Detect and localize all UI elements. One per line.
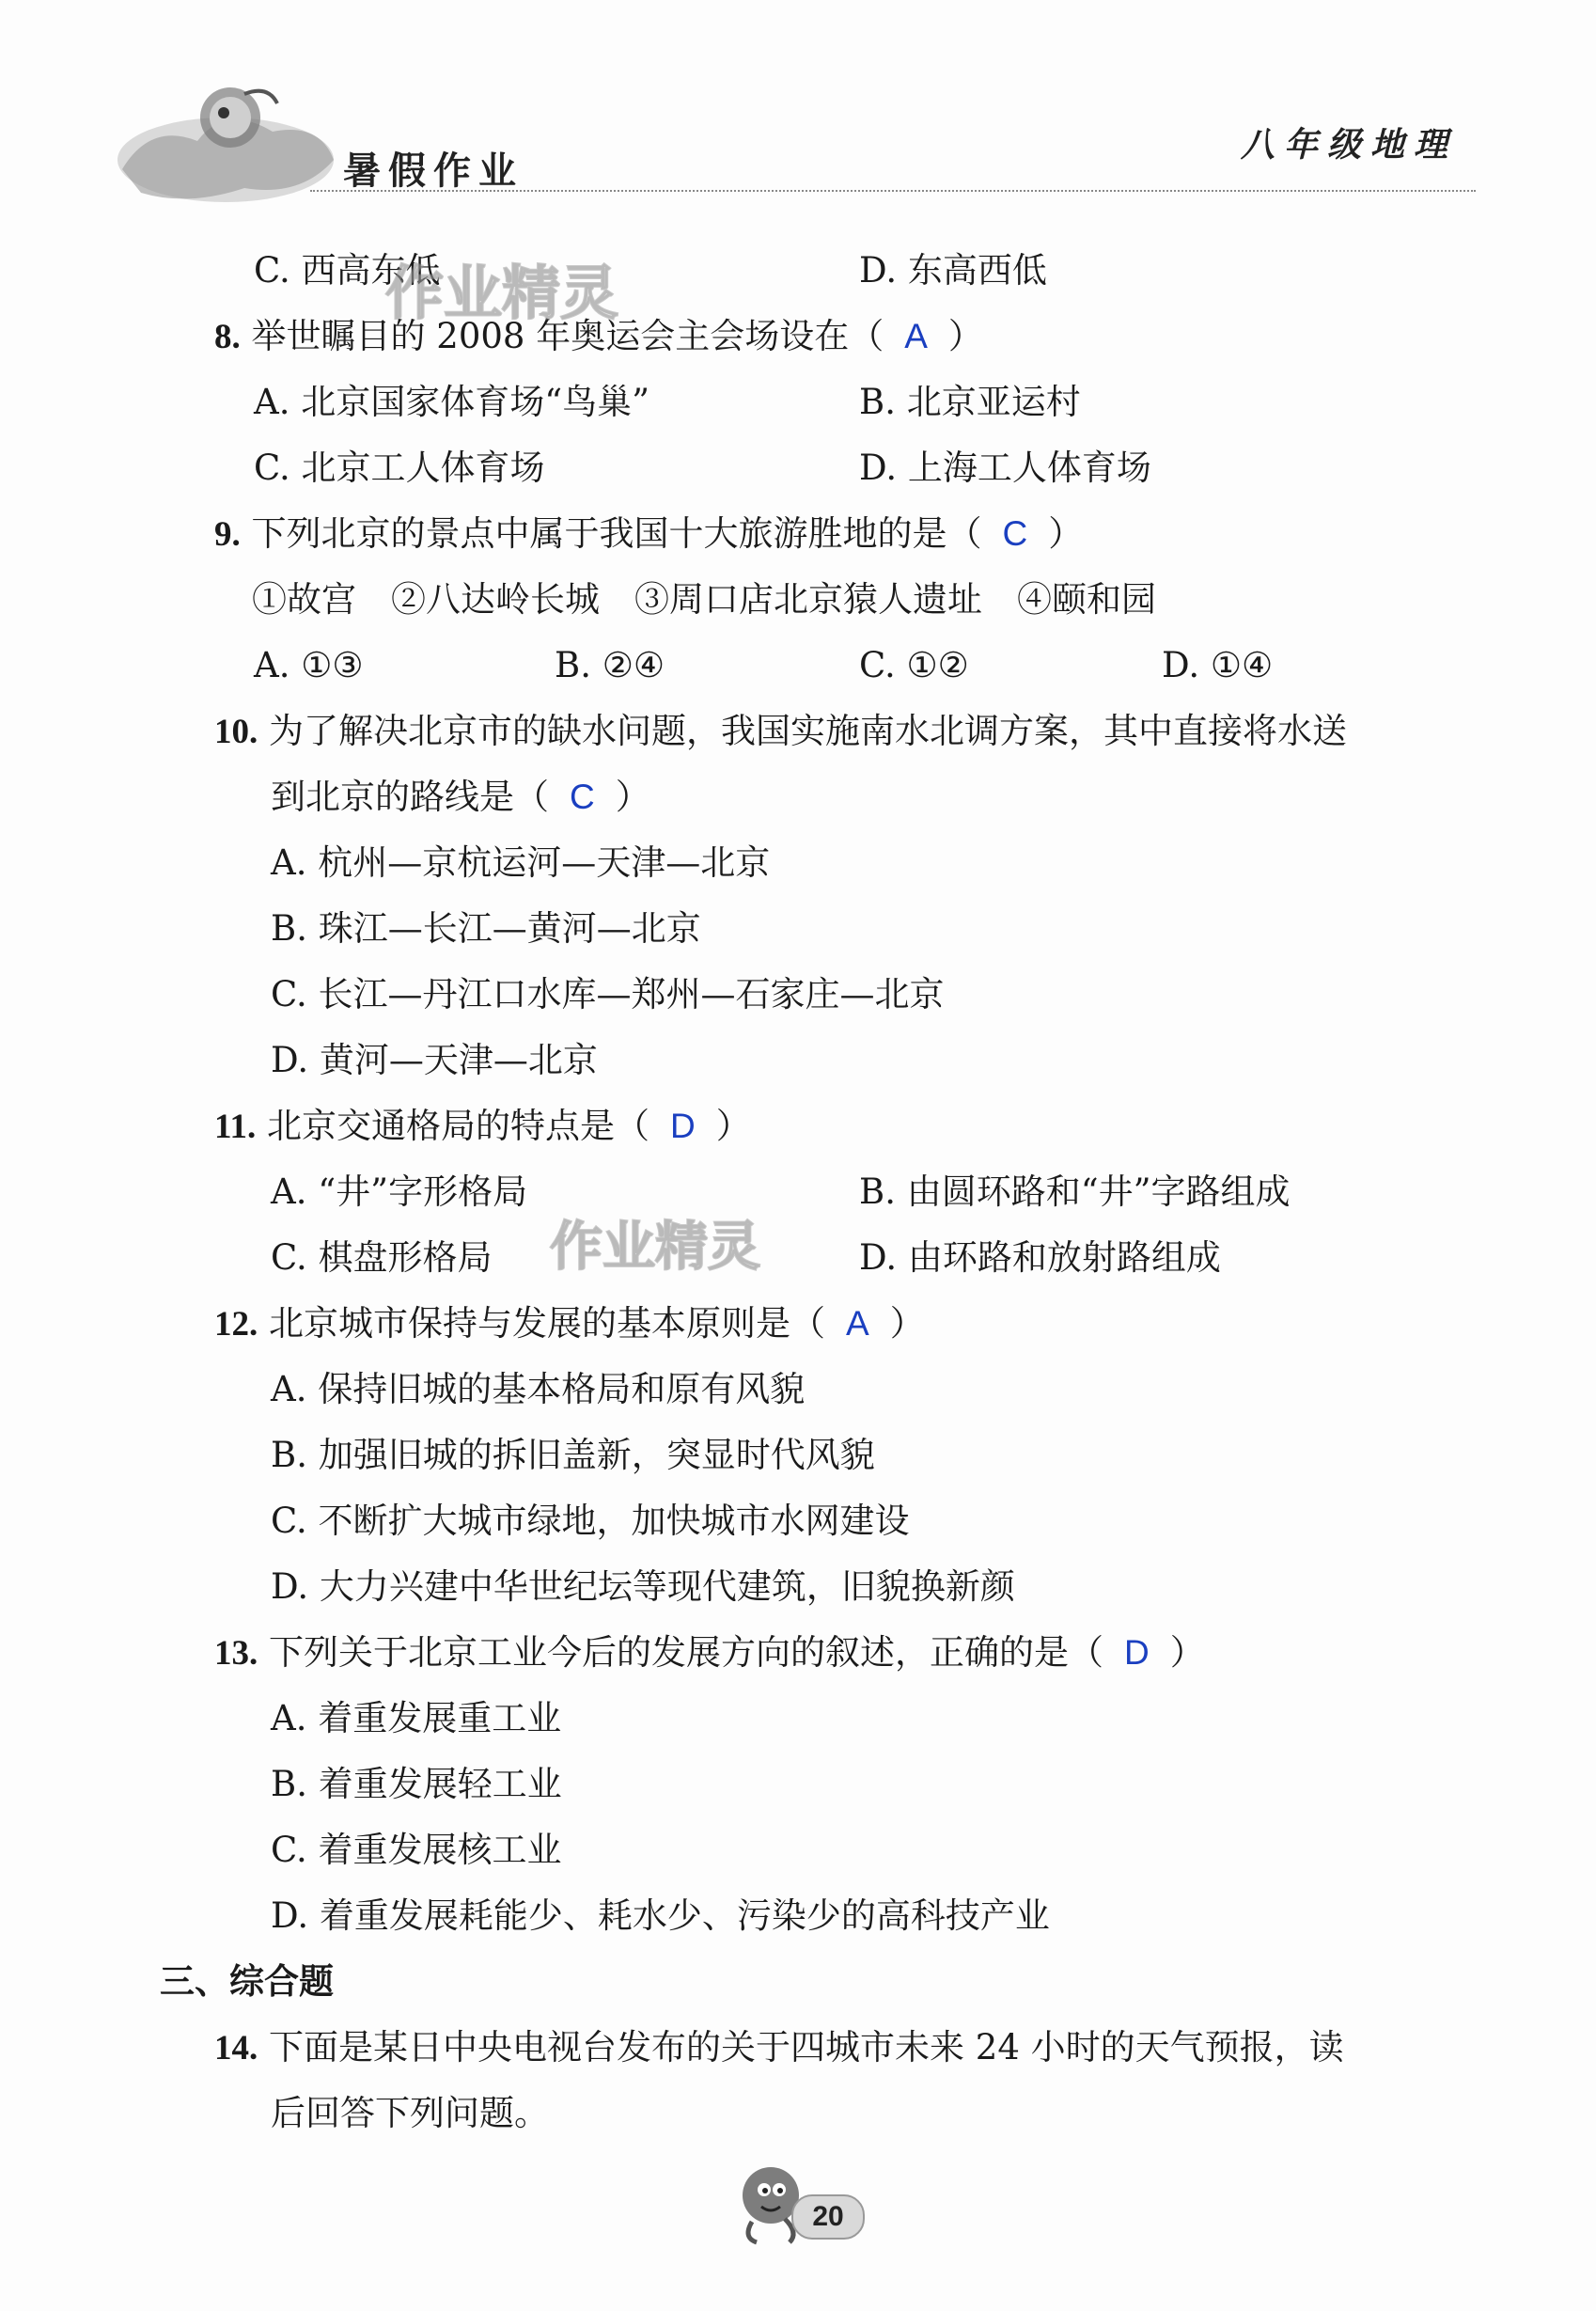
question-number: 14.: [214, 2029, 258, 2067]
bracket-close: ）: [615, 777, 650, 817]
question-text: 下列关于北京工业今后的发展方向的叙述，正确的是（: [269, 1632, 1104, 1673]
question-9-stem: [214, 513, 1083, 556]
q12-option-c: C. 不断扩大城市绿地，加快城市水网建设: [271, 1501, 910, 1541]
q9-items-list: ①故宫 ②八达岭长城 ③周口店北京猿人遗址 ④颐和园: [252, 579, 1156, 620]
watermark-logo: 作业精灵: [385, 259, 619, 327]
question-text: 为了解决北京市的缺水问题，我国实施南水北调方案，其中直接将水送: [269, 711, 1348, 751]
q13-option-c: C. 着重发展核工业: [271, 1830, 562, 1870]
question-number: 11.: [214, 1108, 257, 1146]
header-divider: [310, 190, 1476, 192]
question-10-stem: [214, 711, 1347, 753]
question-13-stem: [214, 1632, 1205, 1674]
answer-mark: D: [669, 1107, 696, 1145]
q10-option-a: A. 杭州—京杭运河—天津—北京: [271, 842, 771, 883]
header-title: 暑假作业: [343, 149, 524, 193]
q10-option-b: B. 珠江—长江—黄河—北京: [271, 908, 701, 949]
q11-option-d: D. 由环路和放射路组成: [859, 1237, 1221, 1278]
q7-option-c: C. 西高东低: [254, 250, 441, 291]
q10-option-c: C. 长江—丹江口水库—郑州—石家庄—北京: [271, 974, 945, 1014]
question-14-stem-cont: 后回答下列问题。: [271, 2093, 549, 2133]
page-number: 20: [791, 2194, 865, 2240]
question-11-stem: [214, 1106, 751, 1148]
bracket-close: ）: [889, 1303, 925, 1344]
answer-mark: A: [846, 1304, 869, 1343]
question-8-stem: [214, 316, 983, 358]
q9-option-d: D. ①④: [1162, 645, 1274, 685]
question-number: 8.: [214, 318, 241, 356]
question-text: 到北京的路线是（: [271, 777, 549, 817]
q13-option-d: D. 着重发展耗能少、耗水少、污染少的高科技产业: [271, 1895, 1050, 1936]
q11-option-b: B. 由圆环路和“井”字路组成: [859, 1171, 1291, 1212]
question-12-stem: [214, 1303, 925, 1345]
watermark-logo: 作业精灵: [550, 1217, 760, 1278]
q12-option-d: D. 大力兴建中华世纪坛等现代建筑，旧貌换新颜: [271, 1566, 1015, 1607]
answer-mark: C: [570, 778, 595, 816]
question-number: 12.: [214, 1305, 258, 1344]
q10-option-d: D. 黄河—天津—北京: [271, 1040, 598, 1080]
bracket-close: ）: [715, 1106, 751, 1146]
header-subject: 八年级地理: [1241, 126, 1458, 165]
answer-mark: C: [1002, 514, 1028, 553]
question-text: 举世瞩目的 2008 年奥运会主会场设在（: [251, 316, 884, 356]
question-text: 下面是某日中央电视台发布的关于四城市未来 24 小时的天气预报，读: [269, 2027, 1344, 2067]
q8-option-b: B. 北京亚运村: [859, 382, 1081, 422]
q13-option-a: A. 着重发展重工业: [271, 1698, 562, 1738]
header-mascot-illustration: [113, 66, 338, 226]
question-10-stem-cont: [271, 777, 650, 818]
q8-option-d: D. 上海工人体育场: [859, 448, 1151, 488]
q12-option-a: A. 保持旧城的基本格局和原有风貌: [271, 1369, 806, 1409]
q8-option-c: C. 北京工人体育场: [254, 448, 545, 488]
question-text: 下列北京的景点中属于我国十大旅游胜地的是（: [251, 513, 982, 554]
answer-mark: D: [1124, 1633, 1150, 1672]
q13-option-b: B. 着重发展轻工业: [271, 1764, 562, 1804]
q12-option-b: B. 加强旧城的拆旧盖新，突显时代风貌: [271, 1435, 875, 1475]
bracket-close: ）: [1169, 1632, 1205, 1673]
question-number: 10.: [214, 713, 258, 751]
bracket-close: ）: [1048, 513, 1084, 554]
q9-option-b: B. ②④: [555, 645, 665, 685]
q8-option-a: A. 北京国家体育场“鸟巢”: [254, 382, 650, 422]
question-text: 北京交通格局的特点是（: [266, 1106, 649, 1146]
question-14-stem: [214, 2027, 1344, 2069]
bracket-close: ）: [947, 316, 983, 356]
q11-option-a: A. “井”字形格局: [271, 1171, 528, 1212]
question-number: 13.: [214, 1634, 258, 1673]
answer-mark: A: [904, 317, 928, 355]
question-text: 北京城市保持与发展的基本原则是（: [269, 1303, 826, 1344]
q11-option-c: C. 棋盘形格局: [271, 1237, 493, 1278]
q7-option-d: D. 东高西低: [859, 250, 1047, 291]
question-number: 9.: [214, 515, 241, 554]
q9-option-c: C. ①②: [859, 645, 969, 685]
q9-option-a: A. ①③: [254, 645, 364, 685]
section-heading: 三、综合题: [160, 1961, 334, 2002]
